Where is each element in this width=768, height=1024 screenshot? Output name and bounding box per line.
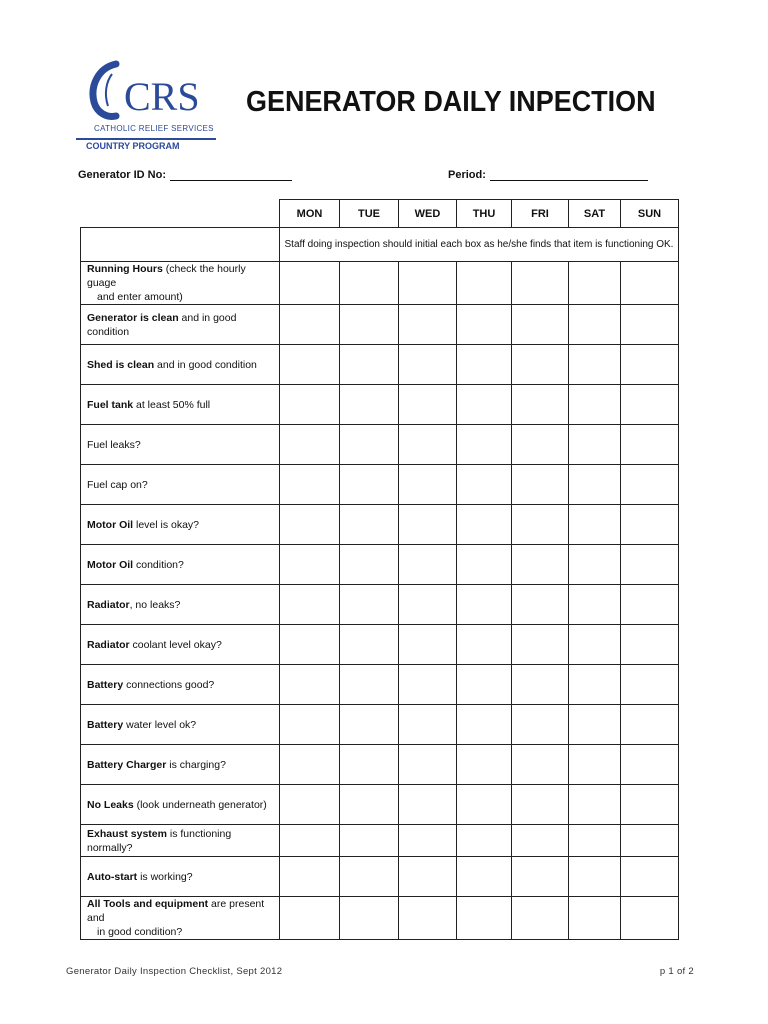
- item-line: [87, 799, 267, 811]
- initial-box-thu[interactable]: [457, 665, 512, 705]
- checklist-item-label: [81, 305, 280, 345]
- item-text: , no leaks?: [129, 598, 181, 611]
- initial-box-mon[interactable]: [280, 665, 340, 705]
- item-text: is charging?: [166, 758, 226, 771]
- checklist-item-label: [81, 825, 280, 857]
- initial-box-wed[interactable]: [399, 545, 457, 585]
- initial-box-sat[interactable]: [569, 545, 621, 585]
- initial-box-fri[interactable]: [512, 505, 569, 545]
- initial-box-mon[interactable]: [280, 785, 340, 825]
- initial-box-fri[interactable]: [512, 545, 569, 585]
- initial-box-fri[interactable]: [512, 585, 569, 625]
- footer-page-number: p 1 of 2: [659, 966, 694, 977]
- item-line: [87, 759, 226, 771]
- initial-box-tue[interactable]: [340, 262, 399, 305]
- item-line: [87, 559, 184, 571]
- checklist-row: [81, 745, 679, 785]
- checklist-row: [81, 825, 679, 857]
- checklist-row: [81, 625, 679, 665]
- checklist-row: [81, 665, 679, 705]
- day-header-sun: SUN: [621, 200, 679, 228]
- checklist-item-label: [81, 745, 280, 785]
- item-line: [87, 399, 210, 411]
- checklist-item-label: [81, 505, 280, 545]
- instruction-note: Staff doing inspection should initial each box as he/she finds that item is functioning OK.: [280, 228, 679, 262]
- initial-box-fri[interactable]: [512, 857, 569, 897]
- initial-box-wed[interactable]: [399, 465, 457, 505]
- initial-box-sat[interactable]: [569, 305, 621, 345]
- initial-box-sun[interactable]: [621, 505, 679, 545]
- checklist-item-label: [81, 665, 280, 705]
- checklist-row: [81, 585, 679, 625]
- item-text: Fuel cap on?: [87, 478, 148, 491]
- item-bold-text: Battery Charger: [87, 758, 167, 771]
- initial-box-fri[interactable]: [512, 785, 569, 825]
- checklist-row: [81, 785, 679, 825]
- initial-box-sun[interactable]: [621, 857, 679, 897]
- checklist-item-label: [81, 897, 280, 940]
- initial-box-tue[interactable]: [340, 705, 399, 745]
- item-bold-text: Motor Oil: [87, 518, 134, 531]
- instruction-row: [81, 228, 679, 262]
- crs-logo: [76, 60, 218, 154]
- item-line: [87, 828, 231, 854]
- day-header-tue: TUE: [340, 200, 399, 228]
- day-header-fri: FRI: [512, 200, 569, 228]
- item-line: [87, 871, 193, 883]
- checklist-row: [81, 505, 679, 545]
- item-line: [87, 639, 222, 651]
- initial-box-tue[interactable]: [340, 505, 399, 545]
- item-line: [87, 479, 148, 491]
- logo-country-program: COUNTRY PROGRAM: [86, 141, 180, 151]
- checklist-item-label: [81, 785, 280, 825]
- initial-box-sat[interactable]: [569, 262, 621, 305]
- checklist-item-label: [81, 625, 280, 665]
- item-bold-text: Battery: [87, 678, 124, 691]
- initial-box-wed[interactable]: [399, 825, 457, 857]
- item-text: and in good condition: [154, 358, 257, 371]
- initial-box-sun[interactable]: [621, 545, 679, 585]
- item-text: are present and: [87, 898, 265, 924]
- checklist-item-label: [81, 857, 280, 897]
- initial-box-wed[interactable]: [399, 785, 457, 825]
- item-text: connections good?: [123, 678, 215, 691]
- initial-box-wed[interactable]: [399, 857, 457, 897]
- initial-box-tue[interactable]: [340, 625, 399, 665]
- item-line: [87, 519, 199, 531]
- day-header-wed: WED: [399, 200, 457, 228]
- item-text: is working?: [137, 870, 193, 883]
- header-blank-cell: [81, 200, 280, 228]
- initial-box-mon[interactable]: [280, 585, 340, 625]
- initial-box-thu[interactable]: [457, 785, 512, 825]
- logo-subtitle: CATHOLIC RELIEF SERVICES: [94, 124, 214, 133]
- initial-box-sat[interactable]: [569, 745, 621, 785]
- initial-box-tue[interactable]: [340, 305, 399, 345]
- initial-box-sat[interactable]: [569, 825, 621, 857]
- initial-box-sun[interactable]: [621, 625, 679, 665]
- initial-box-sat[interactable]: [569, 705, 621, 745]
- initial-box-mon[interactable]: [280, 345, 340, 385]
- initial-box-mon[interactable]: [280, 825, 340, 857]
- initial-box-tue[interactable]: [340, 745, 399, 785]
- item-bold-text: Radiator: [87, 638, 130, 651]
- day-header-thu: THU: [457, 200, 512, 228]
- initial-box-mon[interactable]: [280, 425, 340, 465]
- checklist-item-label: [81, 705, 280, 745]
- logo-divider: [76, 138, 216, 140]
- initial-box-thu[interactable]: [457, 625, 512, 665]
- checklist-item-label: [81, 345, 280, 385]
- generator-id-label: Generator ID No:: [78, 169, 167, 181]
- initial-box-sun[interactable]: [621, 897, 679, 940]
- item-text: (look underneath generator): [133, 798, 267, 811]
- initial-box-thu[interactable]: [457, 825, 512, 857]
- item-line: [87, 439, 141, 451]
- page-title: GENERATOR DAILY INPECTION: [246, 86, 656, 118]
- initial-box-thu[interactable]: [457, 745, 512, 785]
- checklist-item-label: [81, 385, 280, 425]
- initial-box-mon[interactable]: [280, 465, 340, 505]
- initial-box-sat[interactable]: [569, 425, 621, 465]
- inspection-table: [80, 199, 679, 940]
- checklist-row: [81, 425, 679, 465]
- initial-box-tue[interactable]: [340, 345, 399, 385]
- initial-box-sun[interactable]: [621, 425, 679, 465]
- checklist-row: [81, 897, 679, 940]
- initial-box-mon[interactable]: [280, 897, 340, 940]
- initial-box-sat[interactable]: [569, 385, 621, 425]
- checklist-item-label: [81, 262, 280, 305]
- item-bold-text: Generator is clean: [87, 311, 179, 324]
- item-bold-text: Shed is clean: [87, 358, 155, 371]
- checklist-item-label: [81, 585, 280, 625]
- initial-box-sun[interactable]: [621, 745, 679, 785]
- checklist-row: [81, 465, 679, 505]
- initial-box-thu[interactable]: [457, 897, 512, 940]
- initial-box-wed[interactable]: [399, 345, 457, 385]
- checklist-row: [81, 857, 679, 897]
- initial-box-wed[interactable]: [399, 705, 457, 745]
- initial-box-sun[interactable]: [621, 262, 679, 305]
- item-text: Fuel leaks?: [87, 438, 141, 451]
- initial-box-mon[interactable]: [280, 505, 340, 545]
- initial-box-thu[interactable]: [457, 705, 512, 745]
- initial-box-mon[interactable]: [280, 262, 340, 305]
- initial-box-mon[interactable]: [280, 705, 340, 745]
- generator-id-input-line[interactable]: [170, 168, 292, 181]
- item-text: is functioning normally?: [87, 827, 232, 854]
- day-header-mon: MON: [280, 200, 340, 228]
- checklist-item-label: [81, 425, 280, 465]
- initial-box-sat[interactable]: [569, 585, 621, 625]
- checklist-item-label: [81, 465, 280, 505]
- checklist-row: [81, 262, 679, 305]
- period-field: [448, 168, 648, 181]
- initial-box-thu[interactable]: [457, 425, 512, 465]
- initial-box-thu[interactable]: [457, 545, 512, 585]
- item-line: [87, 898, 264, 924]
- initial-box-fri[interactable]: [512, 262, 569, 305]
- initial-box-sat[interactable]: [569, 785, 621, 825]
- initial-box-wed[interactable]: [399, 505, 457, 545]
- initial-box-wed[interactable]: [399, 665, 457, 705]
- initial-box-sun[interactable]: [621, 665, 679, 705]
- item-bold-text: Battery: [87, 718, 124, 731]
- item-text: coolant level okay?: [129, 638, 222, 651]
- initial-box-sun[interactable]: [621, 465, 679, 505]
- item-text-continued: and enter amount): [97, 291, 183, 303]
- initial-box-tue[interactable]: [340, 425, 399, 465]
- item-bold-text: Radiator: [87, 598, 130, 611]
- item-bold-text: Exhaust system: [87, 827, 167, 840]
- item-text: condition?: [133, 558, 184, 571]
- initial-box-fri[interactable]: [512, 385, 569, 425]
- initial-box-fri[interactable]: [512, 897, 569, 940]
- period-label: Period:: [448, 169, 486, 181]
- initial-box-tue[interactable]: [340, 857, 399, 897]
- initial-box-fri[interactable]: [512, 705, 569, 745]
- initial-box-tue[interactable]: [340, 465, 399, 505]
- item-bold-text: Fuel tank: [87, 398, 134, 411]
- initial-box-sat[interactable]: [569, 857, 621, 897]
- item-line: [87, 263, 246, 289]
- item-line: [87, 679, 214, 691]
- initial-box-sat[interactable]: [569, 505, 621, 545]
- checklist-item-label: [81, 545, 280, 585]
- initial-box-fri[interactable]: [512, 625, 569, 665]
- crs-logo-mark: [76, 60, 216, 122]
- initial-box-mon[interactable]: [280, 545, 340, 585]
- item-text: and in good condition: [87, 311, 237, 338]
- initial-box-mon[interactable]: [280, 385, 340, 425]
- checklist-row: [81, 385, 679, 425]
- initial-box-sun[interactable]: [621, 705, 679, 745]
- period-input-line[interactable]: [490, 168, 648, 181]
- initial-box-fri[interactable]: [512, 465, 569, 505]
- initial-box-tue[interactable]: [340, 785, 399, 825]
- item-text-continued: in good condition?: [97, 926, 183, 938]
- initial-box-wed[interactable]: [399, 385, 457, 425]
- initial-box-sat[interactable]: [569, 897, 621, 940]
- checklist-row: [81, 705, 679, 745]
- day-header-sat: SAT: [569, 200, 621, 228]
- initial-box-thu[interactable]: [457, 305, 512, 345]
- item-text: water level ok?: [123, 718, 197, 731]
- initial-box-thu[interactable]: [457, 385, 512, 425]
- initial-box-tue[interactable]: [340, 585, 399, 625]
- initial-box-thu[interactable]: [457, 505, 512, 545]
- initial-box-sun[interactable]: [621, 345, 679, 385]
- item-text: (check the hourly guage: [87, 263, 246, 289]
- logo-text: CRS: [124, 74, 200, 119]
- initial-box-sat[interactable]: [569, 345, 621, 385]
- initial-box-wed[interactable]: [399, 305, 457, 345]
- initial-box-sun[interactable]: [621, 825, 679, 857]
- initial-box-sun[interactable]: [621, 305, 679, 345]
- item-bold-text: No Leaks: [87, 798, 134, 811]
- initial-box-thu[interactable]: [457, 585, 512, 625]
- item-bold-text: Motor Oil: [87, 558, 134, 571]
- initial-box-sun[interactable]: [621, 785, 679, 825]
- item-line: [87, 599, 180, 611]
- checklist-row: [81, 545, 679, 585]
- initial-box-fri[interactable]: [512, 825, 569, 857]
- initial-box-thu[interactable]: [457, 857, 512, 897]
- initial-box-wed[interactable]: [399, 585, 457, 625]
- initial-box-thu[interactable]: [457, 262, 512, 305]
- initial-box-sat[interactable]: [569, 665, 621, 705]
- item-text: level is okay?: [133, 518, 200, 531]
- item-bold-text: Auto-start: [87, 870, 138, 883]
- initial-box-mon[interactable]: [280, 857, 340, 897]
- initial-box-tue[interactable]: [340, 825, 399, 857]
- initial-box-wed[interactable]: [399, 745, 457, 785]
- initial-box-tue[interactable]: [340, 385, 399, 425]
- day-header-row: [81, 200, 679, 228]
- initial-box-sun[interactable]: [621, 385, 679, 425]
- initial-box-fri[interactable]: [512, 745, 569, 785]
- item-text: at least 50% full: [133, 398, 211, 411]
- checklist-row: [81, 305, 679, 345]
- initial-box-sat[interactable]: [569, 625, 621, 665]
- initial-box-mon[interactable]: [280, 625, 340, 665]
- item-line: [87, 359, 257, 371]
- initial-box-fri[interactable]: [512, 665, 569, 705]
- initial-box-tue[interactable]: [340, 545, 399, 585]
- initial-box-wed[interactable]: [399, 425, 457, 465]
- initial-box-mon[interactable]: [280, 305, 340, 345]
- footer-document-title: Generator Daily Inspection Checklist, Sept 2012: [66, 966, 283, 977]
- initial-box-fri[interactable]: [512, 345, 569, 385]
- initial-box-mon[interactable]: [280, 745, 340, 785]
- initial-box-thu[interactable]: [457, 465, 512, 505]
- initial-box-sun[interactable]: [621, 585, 679, 625]
- initial-box-thu[interactable]: [457, 345, 512, 385]
- item-bold-text: Running Hours: [87, 263, 163, 275]
- item-bold-text: All Tools and equipment: [87, 898, 209, 910]
- item-line: [87, 719, 196, 731]
- initial-box-tue[interactable]: [340, 897, 399, 940]
- item-line: [87, 312, 236, 338]
- instruction-blank-cell: [81, 228, 280, 262]
- initial-box-wed[interactable]: [399, 897, 457, 940]
- initial-box-tue[interactable]: [340, 665, 399, 705]
- initial-box-fri[interactable]: [512, 425, 569, 465]
- generator-id-field: [78, 168, 292, 181]
- initial-box-sat[interactable]: [569, 465, 621, 505]
- initial-box-wed[interactable]: [399, 625, 457, 665]
- initial-box-fri[interactable]: [512, 305, 569, 345]
- initial-box-wed[interactable]: [399, 262, 457, 305]
- checklist-row: [81, 345, 679, 385]
